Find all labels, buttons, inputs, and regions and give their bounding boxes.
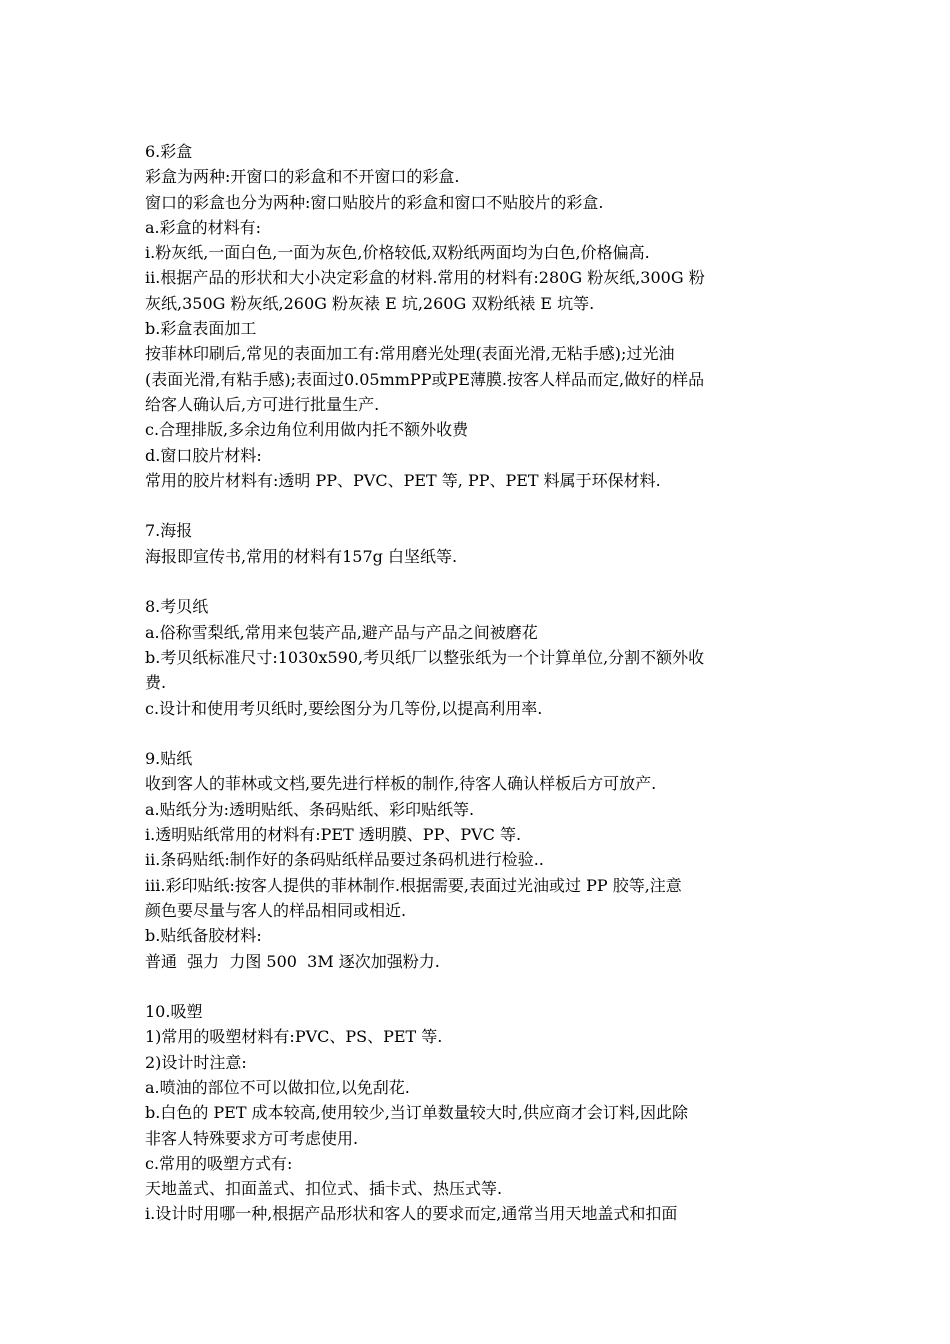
text-line: a.俗称雪梨纸,常用来包装产品,避产品与产品之间被磨花 [145, 622, 538, 642]
text-line: i.透明贴纸常用的材料有:PET 透明膜、PP、PVC 等. [145, 825, 522, 845]
text-line: a.喷油的部位不可以做扣位,以免刮花. [145, 1077, 410, 1097]
text-line: b.贴纸备胶材料: [145, 926, 262, 946]
text-line: 非客人特殊要求方可考虑使用. [145, 1128, 359, 1148]
text-line: b.彩盒表面加工 [145, 319, 257, 339]
text-line: b.考贝纸标准尺寸:1030x590,考贝纸厂以整张纸为一个计算单位,分割不额外收 [145, 647, 705, 667]
blank-line [145, 569, 815, 594]
blank-line [145, 493, 815, 518]
text-line: 颜色要尽量与客人的样品相同或相近. [145, 900, 407, 920]
text-line: 收到客人的菲林或文档,要先进行样板的制作,待客人确认样板后方可放产. [145, 774, 657, 794]
section-heading-poster: 7.海报 [145, 521, 193, 541]
section-heading-blister: 10.吸塑 [145, 1002, 203, 1022]
text-line: i.粉灰纸,一面白色,一面为灰色,价格较低,双粉纸两面均为白色,价格偏高. [145, 243, 650, 263]
text-line: c.常用的吸塑方式有: [145, 1153, 293, 1173]
text-line: 常用的胶片材料有:透明 PP、PVC、PET 等, PP、PET 料属于环保材料. [145, 470, 661, 490]
text-line: 彩盒为两种:开窗口的彩盒和不开窗口的彩盒. [145, 167, 460, 187]
section-heading-color-box: 6.彩盒 [145, 142, 193, 161]
text-line: b.白色的 PET 成本较高,使用较少,当订单数量较大时,供应商才会订料,因此除 [145, 1103, 688, 1123]
text-line: 天地盖式、扣面盖式、扣位式、插卡式、热压式等. [145, 1179, 503, 1199]
text-line: 费. [145, 673, 167, 693]
section-heading-copy-paper: 8.考贝纸 [145, 597, 209, 617]
text-line: a.彩盒的材料有: [145, 217, 262, 237]
text-line: ii.根据产品的形状和大小决定彩盒的材料.常用的材料有:280G 粉灰纸,300G 粉 [145, 268, 705, 288]
text-line: 1)常用的吸塑材料有:PVC、PS、PET 等. [145, 1027, 443, 1047]
text-line: i.设计时用哪一种,根据产品形状和客人的要求而定,通常当用天地盖式和扣面 [145, 1204, 678, 1224]
text-line: c.合理排版,多余边角位利用做内托不额外收费 [145, 420, 469, 440]
text-line: 灰纸,350G 粉灰纸,260G 粉灰裱 E 坑,260G 双粉纸裱 E 坑等. [145, 293, 595, 313]
text-line: (表面光滑,有粘手感);表面过0.05mmPP或PE薄膜.按客人样品而定,做好的样品 [145, 369, 705, 389]
text-line: 给客人确认后,方可进行批量生产. [145, 394, 380, 414]
blank-line [145, 974, 815, 999]
text-line: c.设计和使用考贝纸时,要绘图分为几等份,以提高利用率. [145, 698, 543, 718]
text-line: iii.彩印贴纸:按客人提供的菲林制作.根据需要,表面过光油或过 PP 胶等,注意 [145, 875, 682, 895]
text-line: 2)设计时注意: [145, 1052, 247, 1072]
text-line: 普通 强力 力图 500 3M 逐次加强粉力. [145, 951, 440, 971]
document-page [145, 139, 815, 1227]
text-line: 海报即宣传书,常用的材料有157g 白坚纸等. [145, 546, 458, 566]
text-line: d.窗口胶片材料: [145, 445, 262, 465]
text-line: 窗口的彩盒也分为两种:窗口贴胶片的彩盒和窗口不贴胶片的彩盒. [145, 192, 604, 212]
text-line: 按菲林印刷后,常见的表面加工有:常用磨光处理(表面光滑,无粘手感);过光油 [145, 344, 675, 364]
blank-line [145, 721, 815, 746]
text-line: ii.条码贴纸:制作好的条码贴纸样品要过条码机进行检验.. [145, 850, 544, 870]
text-line: a.贴纸分为:透明贴纸、条码贴纸、彩印贴纸等. [145, 799, 475, 819]
section-heading-sticker: 9.贴纸 [145, 749, 193, 769]
